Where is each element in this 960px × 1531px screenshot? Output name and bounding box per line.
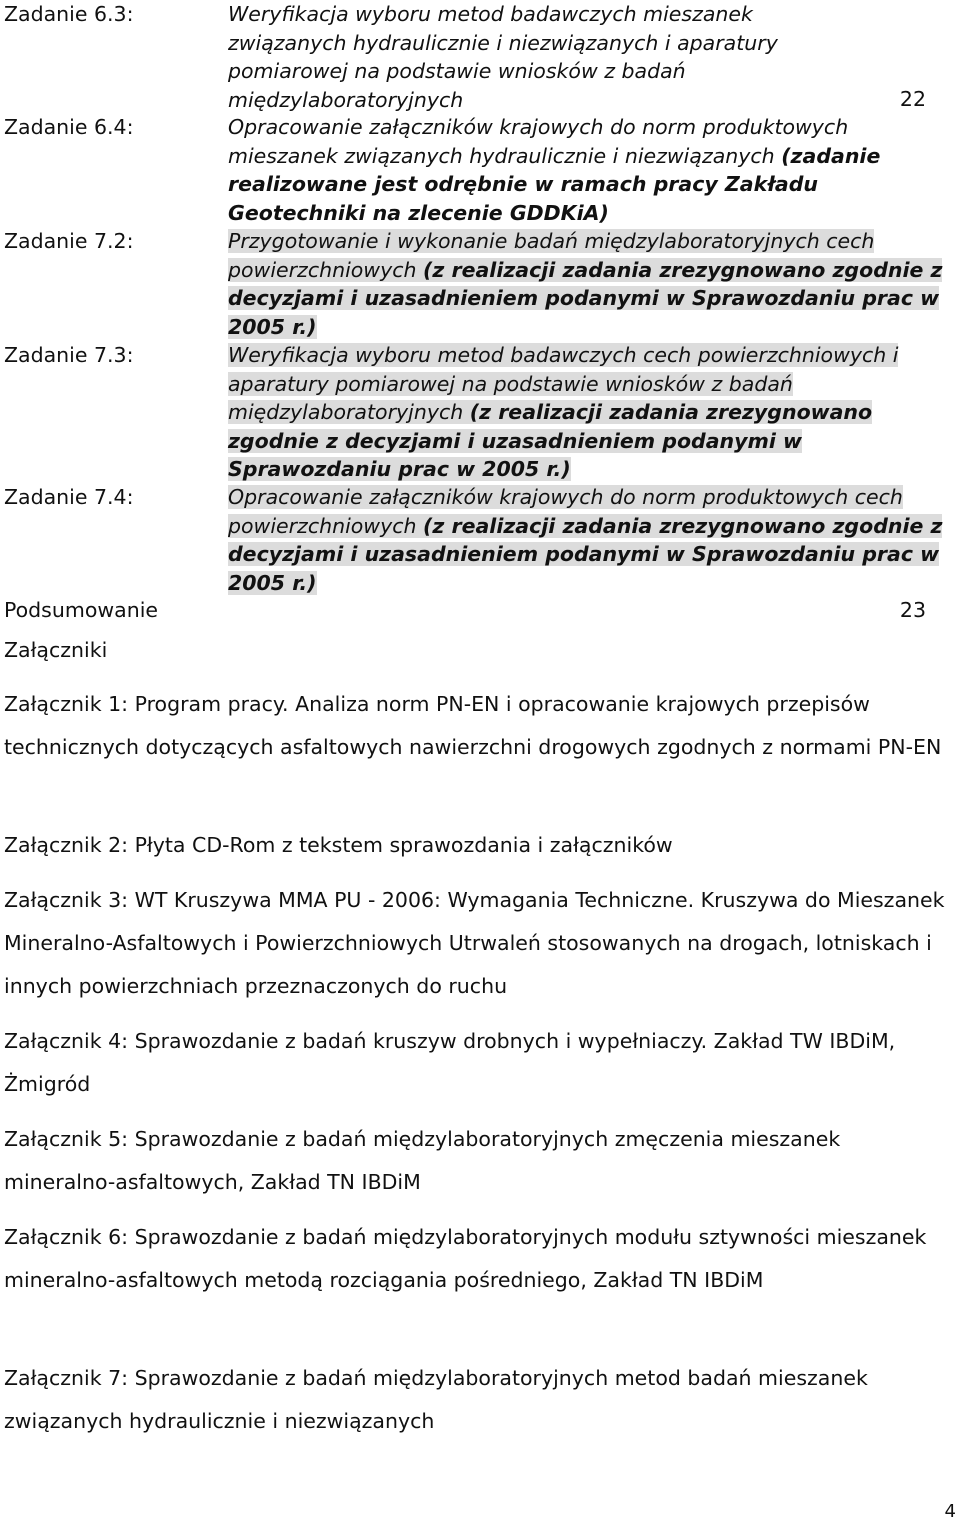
attachment-item-2: Załącznik 2: Płyta CD-Rom z tekstem sprawozdania i załączników [4,833,673,857]
attachment-item-7: Załącznik 7: Sprawozdanie z badań międzylaboratoryjnych metod badań mieszanek związanych hydraulicznie i niezwiązanych [4,1366,868,1433]
toc-summary-label: Podsumowanie [4,598,159,622]
toc-entry-note: (zadanie realizowane jest odrębnie w ramach pracy Zakładu Geotechniki na zlecenie GDDKiA) [228,143,881,225]
attachment-item-3: Załącznik 3: WT Kruszywa MMA PU - 2006: Wymagania Techniczne. Kruszywa do Mieszanek Mineralno-Asfaltowych i Powierzchniowych Utrwaleń stosowanych na drogach, lotniskach i innych powierzchniach przeznaczonych do ruchu [4,888,945,998]
toc-entry-label: Zadanie 7.3: [4,343,134,367]
attachment-item-1: Załącznik 1: Program pracy. Analiza norm PN-EN i opracowanie krajowych przepisów technicznych dotyczących asfaltowych nawierzchni drogowych zgodnych z normami PN-EN [4,692,942,759]
toc-entry-note: (z realizacji zadania zrezygnowano zgodnie z decyzjami i uzasadnieniem podanymi w Sprawozdaniu prac w 2005 r.) [228,513,943,595]
toc-entry-text: Opracowanie załączników krajowych do norm produktowych mieszanek związanych hydraulicznie i niezwiązanych [228,115,849,168]
attachment-item-5: Załącznik 5: Sprawozdanie z badań międzylaboratoryjnych zmęczenia mieszanek mineralno-asfaltowych, Zakład TN IBDiM [4,1127,841,1194]
toc-entry-label: Zadanie 7.2: [4,229,134,253]
toc-entry-text: Weryfikacja wyboru metod badawczych mieszanek związanych hydraulicznie i niezwiązanych i aparatury pomiarowej na podstawie wniosków z badań międzylaboratoryjnych [228,2,778,112]
toc-entry-title [228,0,868,114]
attachments-heading: Załączniki [4,638,108,662]
toc-entry-title [228,227,960,341]
toc-summary-page-number: 23 [899,598,926,622]
toc-entry-text: Przygotowanie i wykonanie badań międzylaboratoryjnych cech powierzchniowych [228,229,875,282]
toc-entry-text: Weryfikacja wyboru metod badawczych cech powierzchniowych i aparatury pomiarowej na podstawie wniosków z badań międzylaboratoryjnych [228,343,899,424]
toc-entry-label: Zadanie 6.3: [4,2,134,26]
toc-entry-label: Zadanie 6.4: [4,115,134,139]
toc-entry-note: (z realizacji zadania zrezygnowano zgodnie z decyzjami i uzasadnieniem podanymi w Sprawozdaniu prac w 2005 r.) [228,257,943,339]
attachment-item-6: Załącznik 6: Sprawozdanie z badań międzylaboratoryjnych modułu sztywności mieszanek mineralno-asfaltowych metodą rozciągania pośredniego, Zakład TN IBDiM [4,1225,927,1292]
toc-entry-title [228,341,960,484]
toc-entry-text: Opracowanie załączników krajowych do norm produktowych cech powierzchniowych [228,485,903,538]
toc-entry-label: Zadanie 7.4: [4,485,134,509]
toc-entry-title [228,483,960,597]
toc-entry-title [228,113,960,227]
page-number: 4 [944,1501,956,1522]
attachment-item-4: Załącznik 4: Sprawozdanie z badań kruszyw drobnych i wypełniaczy. Zakład TW IBDiM, Żmigród [4,1029,896,1096]
toc-page-number: 22 [899,87,926,111]
toc-entry-note: (z realizacji zadania zrezygnowano zgodnie z decyzjami i uzasadnieniem podanymi w Sprawozdaniu prac w 2005 r.) [228,400,873,481]
